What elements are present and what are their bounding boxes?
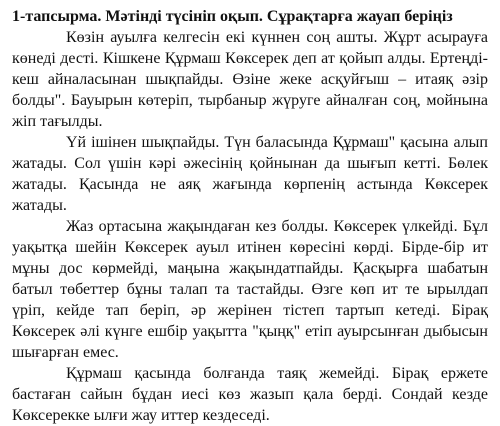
paragraph-4: Құрмаш қасында болғанда таяқ жемейді. Бірақ ержете бастаған сайын бұдан иесі көз жазып қала берді. Сондай кезде Көксерекке ылғи жау иттер кездеседі.: [12, 365, 488, 424]
task-title: 1-тапсырма. Мәтінді түсініп оқып. Сұрақтарға жауап беріңіз: [12, 8, 453, 25]
paragraph-1: Көзін ауылға келгесін екі күннен соң ашты. Жұрт асырауға көнеді десті. Кішкене Құрмаш Көксерек деп ат қойып алды. Ертеңді-кеш айналасынан шықпайды. Өзіне жеке асқуйғыш – итаяқ әзір болды". Бауырын көтеріп, тырбаныр жүруге айналған соң, мойнына жіп тағылды.: [12, 29, 488, 130]
paragraph-2: Үй ішінен шықпайды. Түн баласында Құрмаш" қасына алып жатады. Сол үшін кәрі әжесінің қойнынан да шығып кетті. Бөлек жатады. Қасында не аяқ жағында көрпенің астында Көксерек жатады.: [12, 134, 488, 214]
paragraph-3: Жаз ортасына жақындаған кез болды. Көксерек үлкейді. Бұл уақытқа шейін Көксерек ауыл итінен көресіні көрді. Бірде-бір ит мұны дос көрмейді, маңына жақындатпайды. Қасқырға шабатын батыл төбеттер бұны талап та тастайды. Өзге көп ит те ырылдап үріп, кейде тап беріп, әр жерінен тістеп тартып кетеді. Бірақ Көксерек әлі күнге ешбір уақытта "қыңқ" етіп ауырсынған дыбысын шығарған емес.: [12, 218, 488, 361]
